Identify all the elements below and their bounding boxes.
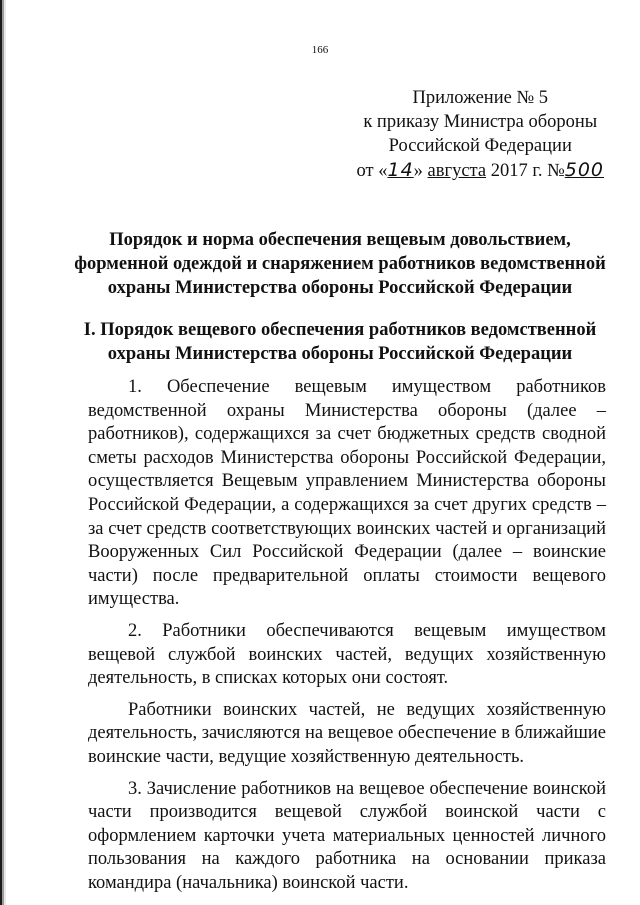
scan-edge-shadow [0, 0, 6, 905]
page-number: 166 [311, 44, 329, 56]
document-title: Порядок и норма обеспечения вещевым довольствием, форменной одеждой и снаряжением работников ведомственной охраны Министерства обороны Российской Федерации [74, 230, 606, 298]
order-month: августа [427, 161, 487, 181]
order-day-handwritten: 14 [387, 159, 414, 181]
appendix-label: Приложение № 5 [412, 88, 548, 108]
order-mid: » [413, 161, 428, 181]
paragraph-1: 1. Обеспечение вещевым имуществом работников ведомственной охраны Министерства обороны (далее – работников), содержащихся за счет бюджетных средств сводной сметы расходов Министерства обороны Российской Федерации, осуществляется Вещевым управлением Министерства обороны Российской Федерации, а содержащихся за счет других средств – за счет средств соответствующих воинских частей и организаций Вооруженных Сил Российской Федерации (далее – воинские части) после предварительной оплаты стоимости вещевого имущества. [88, 377, 606, 610]
order-prefix: от « [356, 161, 388, 181]
appendix-order-ref: к приказу Министра обороны [363, 112, 598, 132]
order-number-handwritten: 500 [564, 159, 604, 181]
appendix-order-date [357, 158, 604, 183]
order-year: 2017 г. № [486, 161, 565, 181]
section-heading: I. Порядок вещевого обеспечения работников ведомственной охраны Министерства обороны Российской Федерации [83, 320, 597, 364]
document-body [88, 376, 606, 903]
paragraph-4: 3. Зачисление работников на вещевое обеспечение воинской части производится вещевой службой воинской части с оформлением карточки учета материальных ценностей личного пользования на каждого работника на основании приказа командира (начальника) воинской части. [88, 778, 606, 893]
appendix-header [357, 86, 604, 183]
paragraph-2: 2. Работники обеспечиваются вещевым имуществом вещевой службой воинских частей, ведущих хозяйственную деятельность, в списках которых они состоят. [88, 620, 606, 689]
appendix-country: Российской Федерации [388, 136, 572, 156]
paragraph-3: Работники воинских частей, не ведущих хозяйственную деятельность, зачисляются на вещевое обеспечение в ближайшие воинские части, ведущие хозяйственную деятельность. [88, 699, 606, 767]
